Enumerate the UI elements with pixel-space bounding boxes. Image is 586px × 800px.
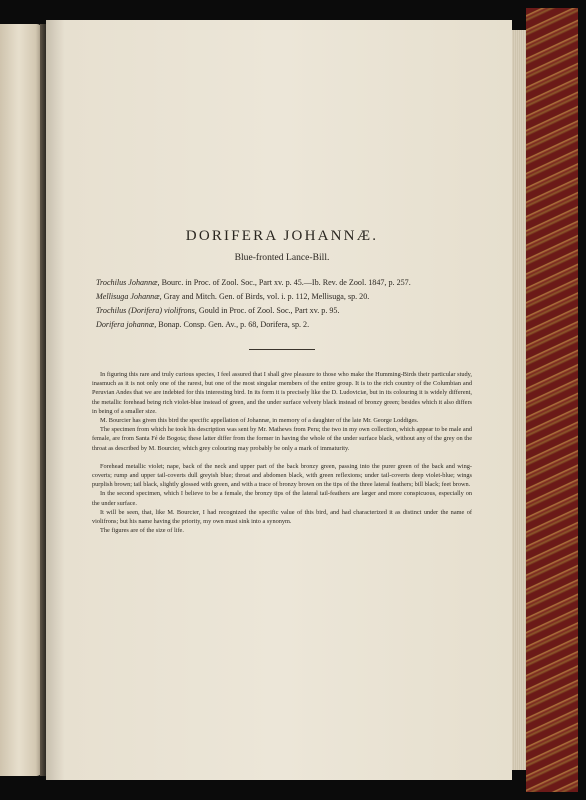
page-text [92,228,472,535]
species-title: DORIFERA JOHANNÆ. [185,228,379,244]
body-paragraph: The specimen from which he took his description was sent by Mr. Mathews from Peru; the two in my own collection, which appear to be male and female, are from Santa Fé de Bogota; these latter differ from the former in having the whole of the under surface black, without any of the grey on the throat as described by M. Bourcier, which grey colouring may probably be only a mark of immaturity. [92,426,472,452]
description-block [92,370,472,453]
synonym-reference: Dorifera johannæ, Bonap. Consp. Gen. Av., p. 68, Dorifera, sp. 2. [96,320,310,329]
synonym-reference: Trochilus Johannæ, Bourc. in Proc. of Zool. Soc., Part xv. p. 45.—Ib. Rev. de Zool. 1847, p. 257. [96,278,411,287]
body-paragraph: Forehead metallic violet; nape, back of the neck and upper part of the back bronzy green, passing into the purer green of the back and wing-coverts; rump and upper tail-coverts dull greyish blue; throat and abdomen black, with green reflexions; under tail-coverts deep violet-blue; wings purplish brown; tail black, slightly glossed with green, and with a trace of bronzy brown on the tips of the three lateral feathers; bill black; feet brown. [92,462,472,489]
synonymy-list [96,276,472,332]
decorative-cover-edge [526,8,578,792]
body-paragraph: In figuring this rare and truly curious species, I feel assured that I shall give pleasure to those who make the Humming-Birds their particular study, inasmuch as it is not only one of the rarest, but one of the most singular members of the entire group. It is to the rich country of the Columbian and Peruvian Andes that we are indebted for this interesting bird. In its form it is precisely like the D. Ludoviciæ, but in its colouring it is widely different, the metallic forehead being rich violet-blue instead of green, and the under surface velvety black instead of bronzy green; besides which it also differs in being of a smaller size. [92,371,472,415]
body-paragraph: In the second specimen, which I believe to be a female, the bronzy tips of the lateral tail-feathers are larger and more conspicuous, especially on the under surface. [92,490,472,507]
body-paragraph: It will be seen, that, like M. Bourcier, I had recognized the specific value of this bird, and had characterized it as distinct under the name of violifrons; but his name having the priority, my own must sink into a synonym. [92,508,472,526]
body-paragraph: M. Bourcier has given this bird the specific appellation of Johannæ, in memory of a daughter of the late Mr. George Loddiges. [100,417,419,425]
synonym-reference: Mellisuga Johannæ, Gray and Mitch. Gen. of Birds, vol. i. p. 112, Mellisuga, sp. 20. [96,292,370,301]
page-fore-edge [512,30,526,770]
synonym-reference: Trochilus (Dorifera) violifrons, Gould in Proc. of Zool. Soc., Part xv. p. 95. [96,306,340,315]
body-paragraph: The figures are of the size of life. [100,527,184,535]
section-divider [249,349,315,350]
common-name: Blue-fronted Lance-Bill. [234,252,330,263]
left-page-edge [0,24,42,776]
plumage-description-block [92,462,472,536]
